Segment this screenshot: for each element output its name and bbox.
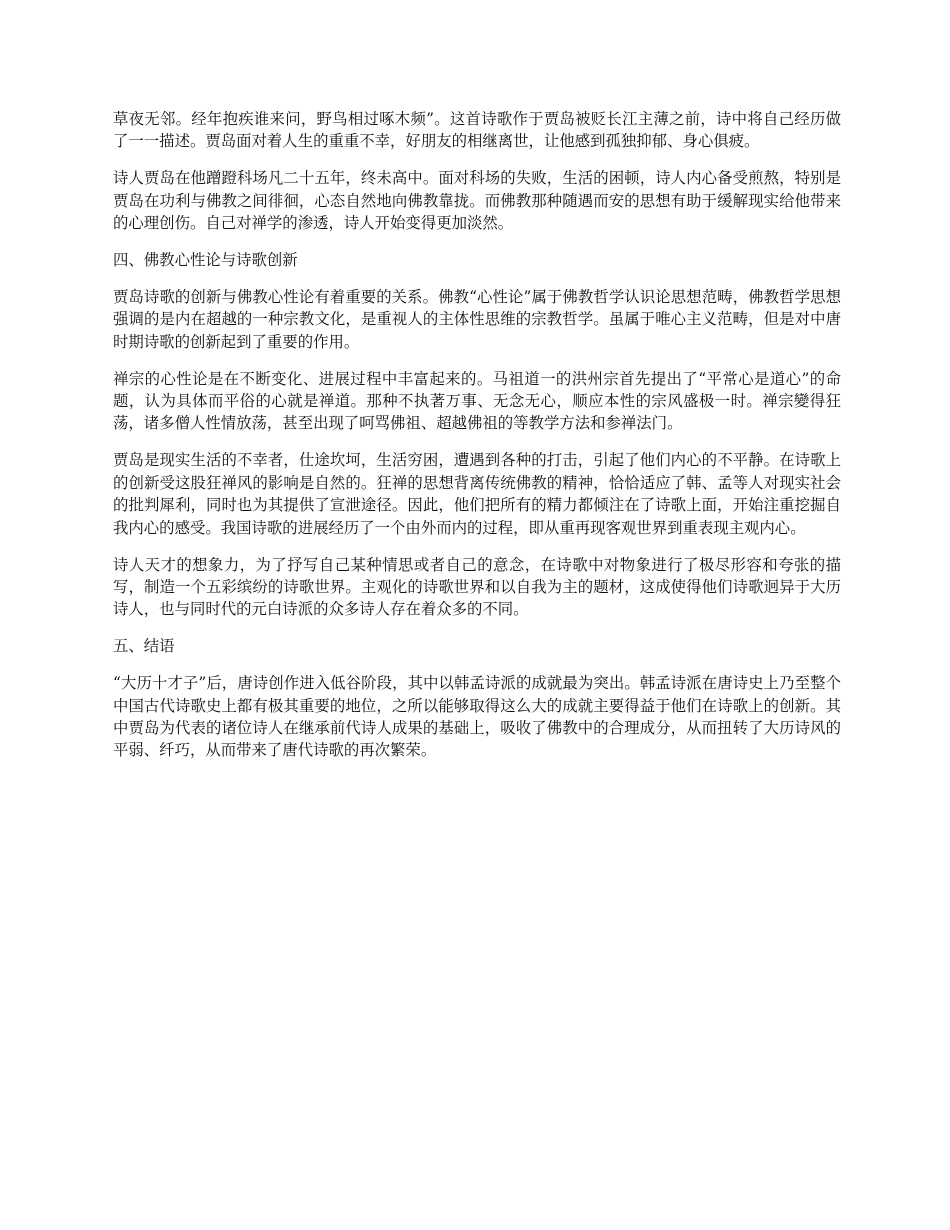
paragraph-6: 诗人天才的想象力，为了抒写自己某种情思或者自己的意念，在诗歌中对物象进行了极尽形容和夸张的描写，制造一个五彩缤纷的诗歌世界。主观化的诗歌世界和以自我为主的题材，这成使得他们诗歌迥异于大历诗人，也与同时代的元白诗派的众多诗人存在着众多的不同。 <box>113 555 841 619</box>
paragraph-2: 诗人贾岛在他蹭蹬科场凡二十五年，终未高中。面对科场的失败，生活的困顿，诗人内心备受煎熬，特别是贾岛在功利与佛教之间徘徊，心态自然地向佛教靠拢。而佛教那种随遇而安的思想有助于缓解现实给他带来的心理创伤。自己对禅学的渗透，诗人开始变得更加淡然。 <box>113 169 841 233</box>
paragraph-5: 贾岛是现实生活的不幸者，仕途坎坷，生活穷困，遭遇到各种的打击，引起了他们内心的不平静。在诗歌上的创新受这股狂禅风的影响是自然的。狂禅的思想背离传统佛教的精神，恰恰适应了韩、孟等人对现实社会的批判犀利，同时也为其提供了宣泄途径。因此，他们把所有的精力都倾注在了诗歌上面，开始注重挖掘自我内心的感受。我国诗歌的进展经历了一个由外而内的过程，即从重再现客观世界到重表现主观内心。 <box>113 451 841 537</box>
document-body <box>113 108 841 776</box>
paragraph-4: 禅宗的心性论是在不断变化、进展过程中丰富起来的。马祖道一的洪州宗首先提出了“平常心是道心”的命题，认为具体而平俗的心就是禅道。那种不执著万事、无念无心，顺应本性的宗风盛极一时。禅宗變得狂荡，诸多僧人性情放荡，甚至出现了呵骂佛祖、超越佛祖的等教学方法和参禅法门。 <box>113 369 841 433</box>
section-heading-5: 五、结语 <box>113 637 175 656</box>
paragraph-3: 贾岛诗歌的创新与佛教心性论有着重要的关系。佛教“心性论”属于佛教哲学认识论思想范畴，佛教哲学思想强调的是内在超越的一种宗教文化，是重视人的主体性思维的宗教哲学。虽属于唯心主义范畴，但是对中唐时期诗歌的创新起到了重要的作用。 <box>113 287 841 351</box>
paragraph-7: “大历十才子”后，唐诗创作进入低谷阶段，其中以韩孟诗派的成就最为突出。韩孟诗派在唐诗史上乃至整个中国古代诗歌史上都有极其重要的地位，之所以能够取得这么大的成就主要得益于他们在诗歌上的创新。其中贾岛为代表的诸位诗人在继承前代诗人成果的基础上，吸收了佛教中的合理成分，从而扭转了大历诗风的平弱、纤巧，从而带来了唐代诗歌的再次繁荣。 <box>113 674 841 760</box>
section-heading-4: 四、佛教心性论与诗歌创新 <box>113 251 298 270</box>
paragraph-1: 草夜无邻。经年抱疾谁来问，野鸟相过啄木频”。这首诗歌作于贾岛被贬长江主薄之前，诗中将自己经历做了一一描述。贾岛面对着人生的重重不幸，好朋友的相继离世，让他感到孤独抑郁、身心俱疲。 <box>113 110 841 151</box>
